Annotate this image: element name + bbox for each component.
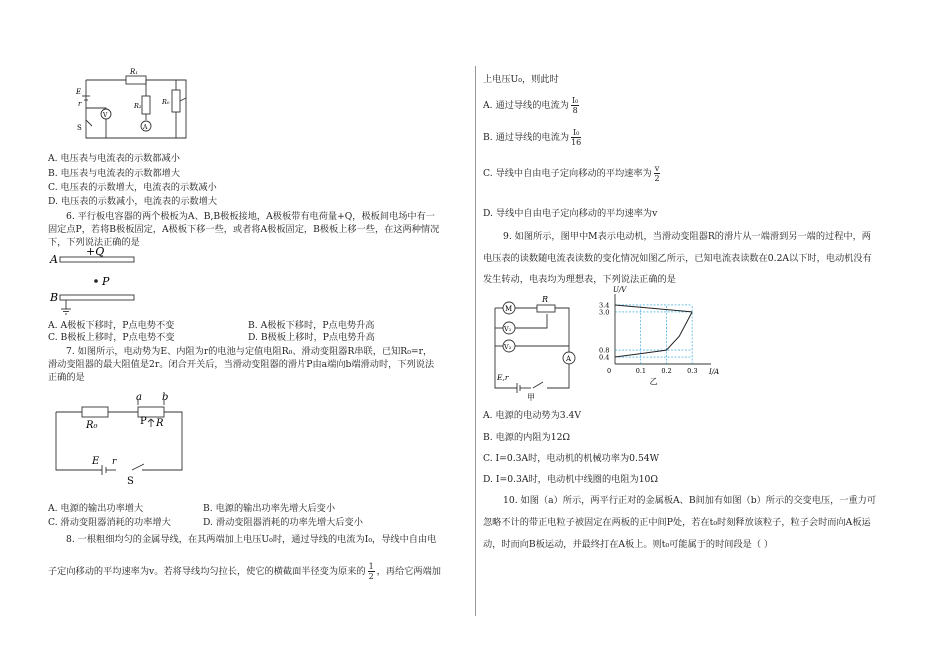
q5-circuit-diagram (76, 68, 226, 148)
q9-label: E,r (497, 373, 509, 382)
q8-option-text: B. 通过导线的电流为 (483, 132, 570, 143)
q6-charge-label: +Q (86, 245, 105, 258)
q6-option: A. A极板下移时，P点电势不变 (48, 320, 175, 331)
q8-option (483, 128, 583, 148)
q9-text: 电压表的读数随电流表读数的变化情况如图乙所示，已知电流表读数在0.2A以下时，电动机没有 (483, 253, 872, 264)
q9-option: D. I=0.3A时，电动机中线圈的电阻为10Ω (483, 474, 659, 485)
q8-fraction-num: 1 (368, 562, 374, 571)
q7-option: A. 电源的输出功率增大 (48, 503, 144, 514)
q6-option: B. A极板下移时，P点电势升高 (248, 320, 375, 331)
q6-plate-b-label: B (50, 291, 59, 304)
q9-text: 9. 如图所示，图甲中M表示电动机，当滑动变阻器R的滑片从一端滑到另一端的过程中，两 (503, 231, 871, 242)
q5-label: R₁ (130, 68, 139, 76)
q5-option: A. 电压表与电流表的示数都减小 (48, 153, 180, 164)
q10-text: 忽略不计的带正电粒子被固定在两板的正中间P处，若在t₀时刻释放该粒子，粒子会时而向A板运 (483, 517, 871, 528)
q6-text: 下，下列说法正确的是 (48, 237, 140, 248)
q9-label: 甲 (527, 393, 535, 402)
q9-label: A (566, 355, 572, 363)
q9-label: R (542, 295, 549, 304)
q10-text: 10. 如图（a）所示，两平行正对的金属板A、B间加有如图（b）所示的交变电压，一重力可 (503, 495, 877, 506)
q9-label: M (505, 305, 513, 313)
q5-label: S (77, 124, 82, 132)
q7-label: P (140, 416, 147, 427)
fraction-den: 16 (571, 138, 582, 147)
series-line-1 (615, 305, 692, 312)
y-tick-label: 0.8 (599, 346, 610, 355)
q9-text: 发生转动，电表均为理想表，下列说法正确的是 (483, 274, 676, 285)
x-tick-label: 0.2 (661, 367, 672, 375)
q8-option (483, 96, 581, 116)
q7-option: B. 电源的输出功率先增大后变小 (203, 503, 336, 514)
q8-option-text: C. 导线中自由电子定向移动的平均速率为 (483, 168, 652, 179)
q5-label: V (103, 112, 108, 119)
q5-label: R₂ (134, 102, 142, 110)
q8-continuation: 上电压U₀，则此时 (483, 74, 559, 85)
q5-label: R₀ (162, 98, 170, 106)
q6-option: D. B极板上移时，P点电势升高 (248, 332, 375, 343)
q7-text: 正确的是 (48, 372, 85, 383)
chart-caption: 乙 (649, 377, 658, 386)
q9-option: C. I=0.3A时，电动机的机械功率为0.54W (483, 453, 660, 464)
fraction-den: 8 (572, 106, 578, 115)
q7-text: 7. 如图所示，电动势为E、内阻为r的电池与定值电阻R₀、滑动变阻器R串联，已知R₀=r， (66, 346, 433, 357)
x-axis-label: I/A (709, 368, 720, 376)
q9-label: V₂ (504, 343, 512, 351)
q10-text: 动，时而向B板运动，并最终打在A板上。则t₀可能属于的时间段是（ ） (483, 539, 774, 550)
q8-option (483, 164, 662, 184)
q9-u-i-chart (593, 286, 723, 392)
q5-label: A (143, 124, 148, 131)
q7-label: S (127, 476, 134, 487)
q7-label: R (156, 418, 164, 429)
x-tick-label: 0 (607, 367, 612, 375)
fraction-den: 2 (654, 174, 660, 183)
q7-label: b (162, 392, 169, 403)
q6-text: 固定点P，若将B极板固定，A极板下移一些，或者将A极板固定，B极板上移一些，在这两种情况 (48, 224, 440, 235)
q6-plate-a-label: A (50, 253, 58, 266)
fraction-num: I₀ (571, 96, 579, 105)
q5-option: D. 电压表的示数减小，电流表的示数增大 (48, 196, 218, 207)
q5-label: E (76, 88, 82, 96)
q5-option: B. 电压表与电流表的示数都增大 (48, 168, 181, 179)
q9-option: A. 电源的电动势为3.4V (483, 410, 582, 421)
q8-text-part: 子定向移动的平均速率为v。若将导线均匀拉长，使它的横截面半径变为原来的 (48, 566, 366, 577)
q7-label: E (92, 456, 100, 467)
column-divider (475, 66, 476, 616)
q7-option: C. 滑动变阻器消耗的功率增大 (48, 517, 171, 528)
q6-point-label: P (102, 275, 110, 288)
q7-option: D. 滑动变阻器消耗的功率先增大后变小 (203, 517, 363, 528)
q8-option-fraction (571, 128, 581, 147)
q8-text-part: ，再给它两端加 (376, 566, 441, 577)
q8-option-text: A. 通过导线的电流为 (483, 100, 569, 111)
q8-fraction (368, 562, 375, 581)
q6-option: C. B极板上移时，P点电势不变 (48, 332, 175, 343)
q5-label: r (78, 100, 82, 108)
q8-fraction-den: 2 (368, 572, 374, 581)
y-axis-label: U/V (613, 286, 627, 294)
y-tick-label: 0.4 (599, 353, 610, 362)
x-tick-label: 0.3 (687, 367, 698, 375)
q9-label: V₁ (504, 325, 512, 333)
y-tick-label: 3.0 (599, 308, 610, 317)
q7-circuit-diagram (52, 392, 212, 487)
q8-option-fraction (654, 164, 661, 183)
fraction-num: I₀ (573, 128, 580, 137)
q8-text: 8. 一根粗细均匀的金属导线，在其两端加上电压U₀时，通过导线的电流为I₀，导线中自由电 (66, 534, 437, 545)
q9-circuit-diagram (487, 294, 587, 402)
q5-option: C. 电压表的示数增大，电流表的示数减小 (48, 182, 217, 193)
fraction-num: v (654, 164, 660, 173)
y-tick-label: 3.4 (599, 301, 610, 310)
q8-text (48, 561, 441, 583)
q8-option-fraction (571, 96, 579, 115)
q6-text: 6. 平行板电容器的两个极板为A、B,B极板接地，A极板带有电荷量+Q，极板间电场中有一 (66, 211, 435, 222)
q8-option: D. 导线中自由电子定向移动的平均速率为v (483, 208, 658, 219)
q9-option: B. 电源的内阻为12Ω (483, 432, 571, 443)
x-tick-label: 0.1 (635, 367, 647, 375)
q7-label: R₀ (86, 420, 98, 431)
q7-label: a (136, 392, 142, 403)
q7-label: r (112, 457, 117, 467)
q6-capacitor-figure (48, 247, 178, 317)
q7-text: 滑动变阻器的最大阻值是2r。闭合开关后，当滑动变阻器的滑片P由a端向b端滑动时，下列说法 (48, 359, 435, 370)
